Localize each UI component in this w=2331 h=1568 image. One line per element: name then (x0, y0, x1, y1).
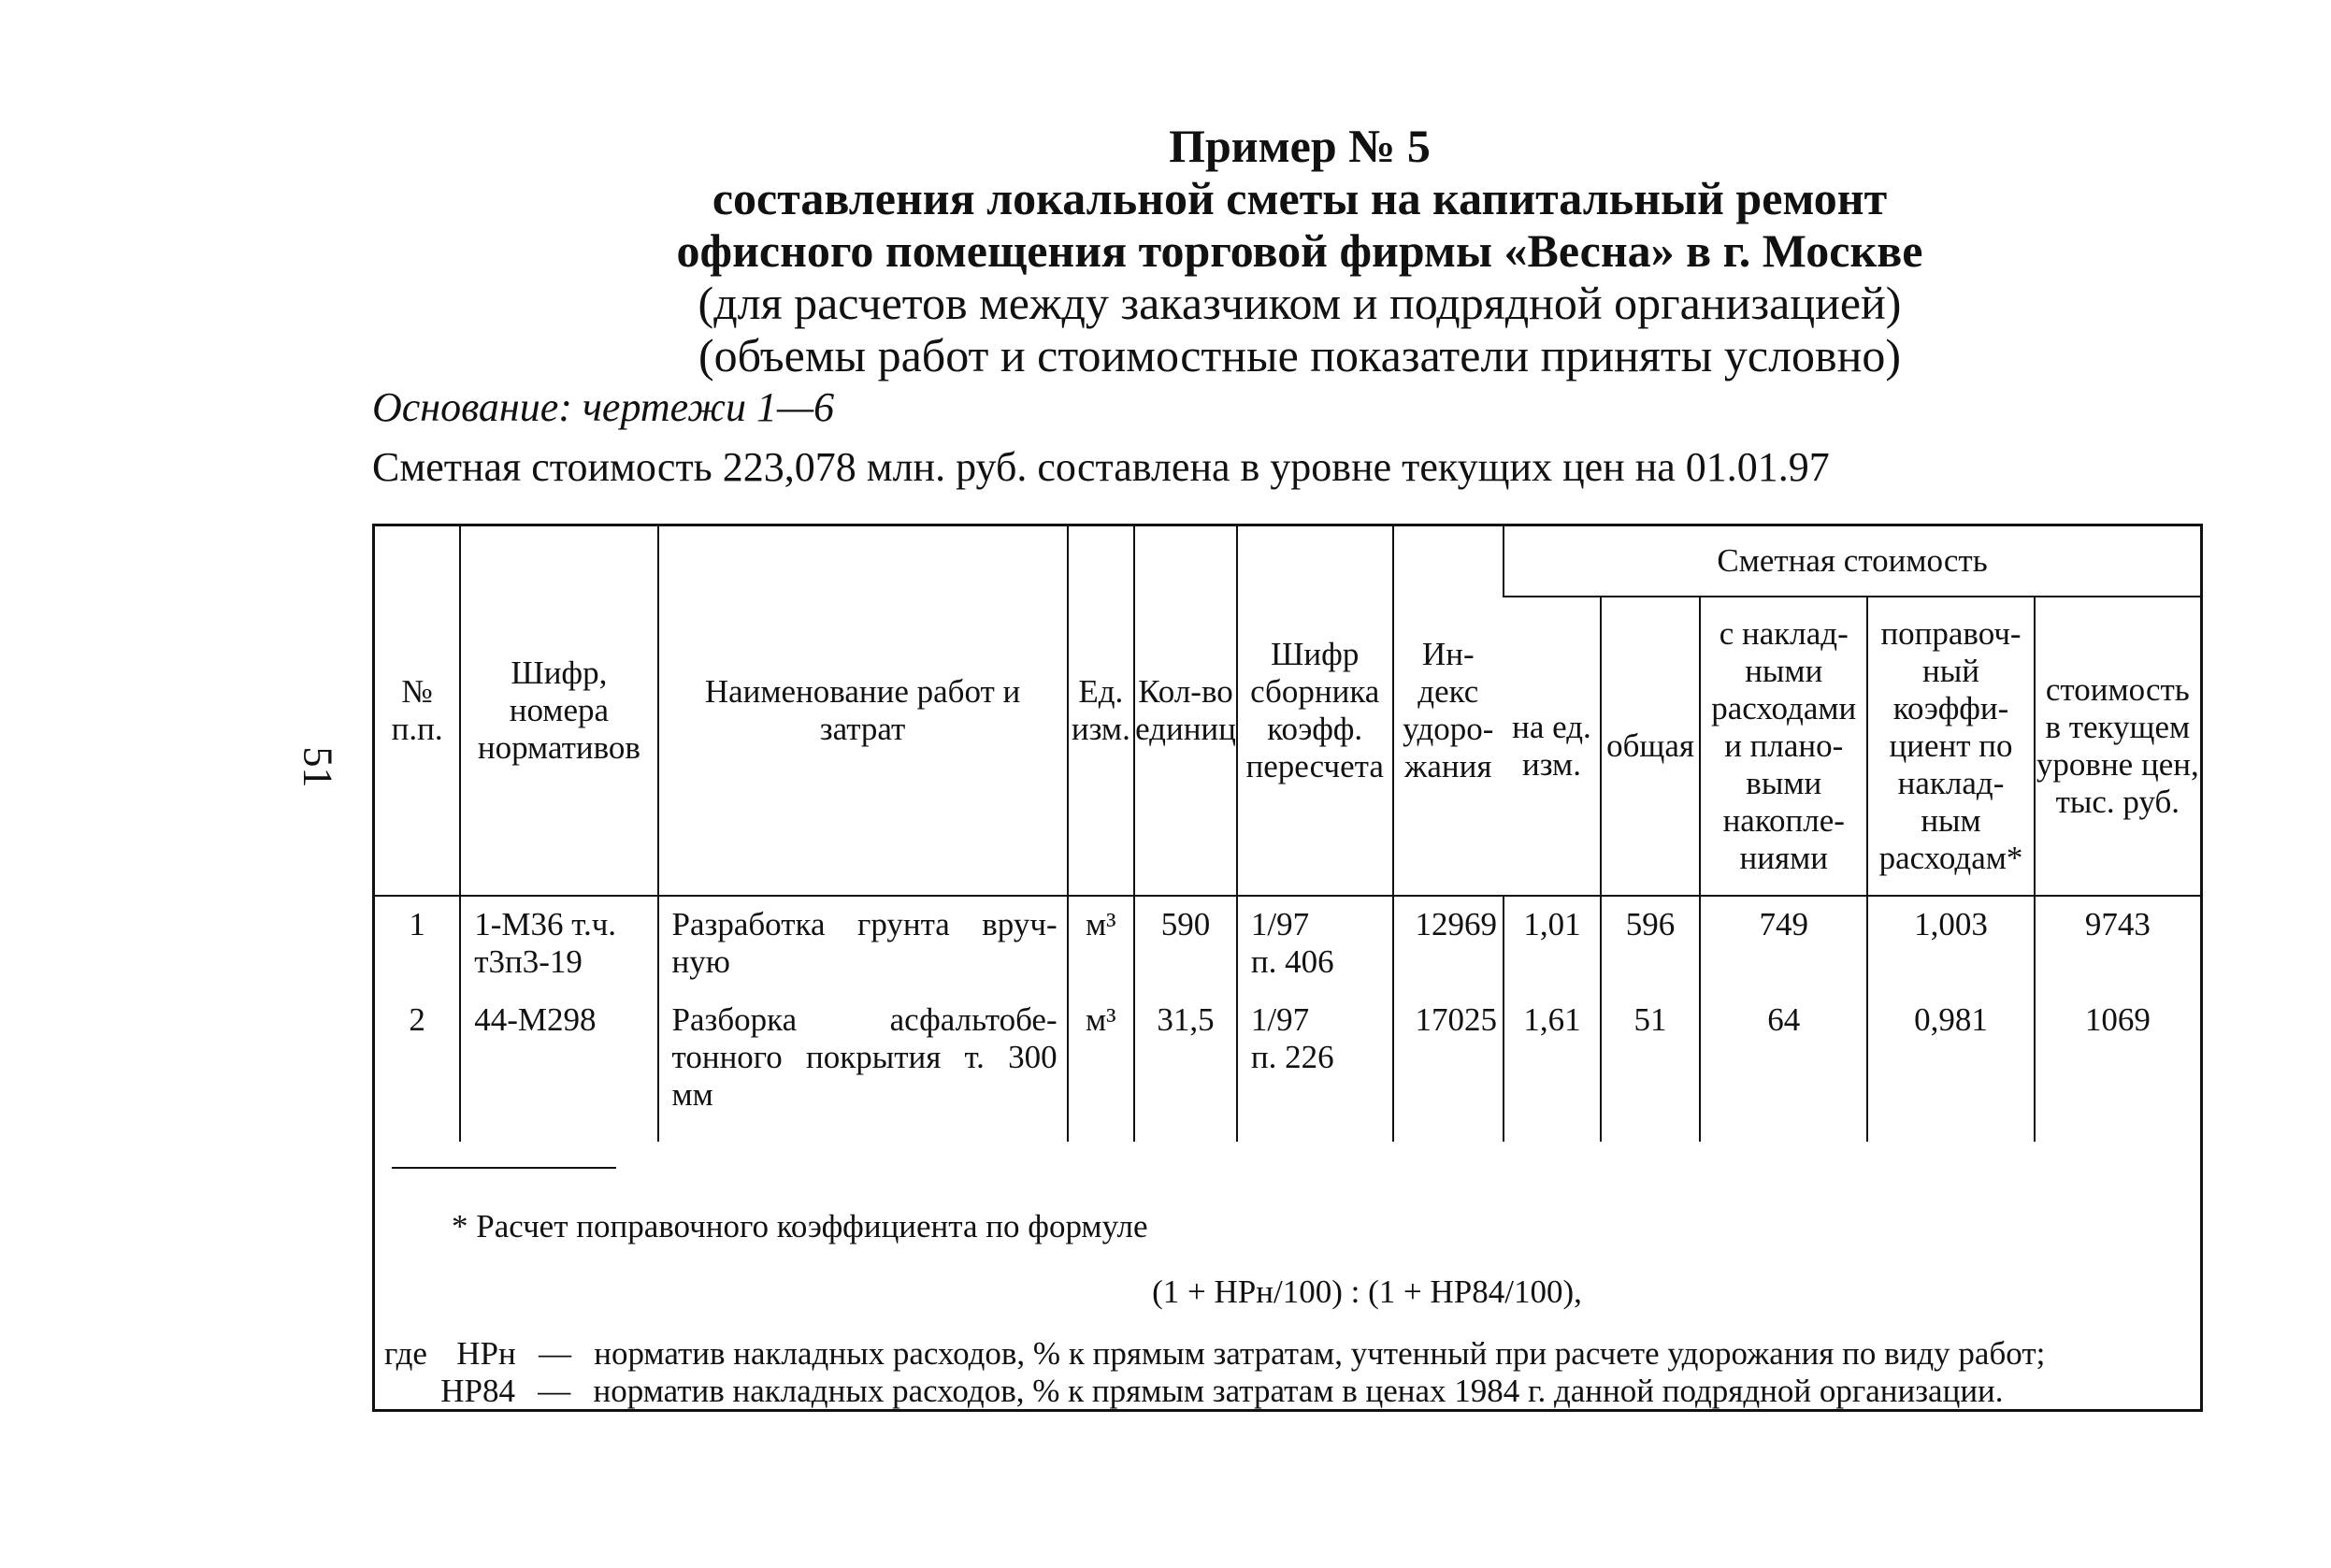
title-line-3: офисного помещения торговой фирмы «Весна» в г. Москве (676, 224, 1923, 277)
table-row (375, 896, 2200, 992)
cell-num: 1 (409, 906, 425, 942)
cell-per-unit: 1,61 (1504, 992, 1601, 1142)
footnote-symbol: НР84 (440, 1373, 515, 1409)
cell-correction: 1,003 (1867, 896, 2034, 992)
footnote-definition-text: норматив накладных расходов, % к прямым затратам в ценах 1984 г. данной подрядной организации. (593, 1373, 2004, 1409)
cell-coef-line: 1/97 (1250, 1001, 1310, 1038)
header-correction: поправоч-ный коэффи-циент по наклад-ным расходам* (1867, 597, 2034, 896)
subtitle-line-2: (объемы работ и стоимостные показатели приняты условно) (698, 329, 1902, 381)
cell-qty: 590 (1134, 896, 1237, 992)
cell-coef-line: 1/97 (1250, 906, 1310, 942)
cell-current-cost: 9743 (2035, 896, 2200, 992)
header-coef-code: Шифр сборника коэфф. пересчета (1237, 526, 1393, 896)
cell-current-cost: 1069 (2035, 992, 2200, 1142)
cell-coef-line: п. 406 (1250, 943, 1334, 980)
cell-correction: 0,981 (1867, 992, 2034, 1142)
header-index: Ин-декс удоро-жания (1393, 526, 1504, 896)
cell-coef (1237, 896, 1393, 992)
cell-num: 2 (409, 1001, 425, 1038)
page-number: 51 (295, 746, 341, 788)
cell-code-line: т3п3-19 (474, 943, 583, 980)
header-per-unit: на ед. изм. (1504, 597, 1601, 896)
cell-with-overhead: 749 (1700, 896, 1867, 992)
estimate-table-frame (372, 524, 2203, 1412)
cell-per-unit: 1,01 (1504, 896, 1601, 992)
header-total: общая (1601, 597, 1700, 896)
footnote-definition-text: норматив накладных расходов, % к прямым затратам, учтенный при расчете удорожания по виду работ; (594, 1335, 2046, 1372)
table-row (375, 992, 2200, 1142)
header-name: Наименование работ и затрат (658, 526, 1068, 896)
footnote-definition-2 (384, 1371, 2004, 1412)
footnote-text: * Расчет поправочного коэффициента по формуле (452, 1208, 1148, 1244)
cell-unit: м³ (1068, 992, 1134, 1142)
header-current-cost: стоимость в текущем уровне цен, тыс. руб. (2035, 597, 2200, 896)
cell-name: Разработка грунта вруч-ную (658, 896, 1068, 992)
footnote-dash: — (538, 1335, 571, 1372)
header-unit: Ед. изм. (1068, 526, 1134, 896)
footnote-rule (392, 1167, 616, 1169)
header-with-overhead: с наклад-ными расходами и плано-выми накопле-ниями (1700, 597, 1867, 896)
footnote-where-word: где (384, 1335, 427, 1372)
cell-unit: м³ (1068, 896, 1134, 992)
footnote-dash: — (538, 1373, 571, 1409)
basis-note: Основание: чертежи 1—6 (372, 384, 835, 430)
subtitle-line-1: (для расчетов между заказчиком и подрядной организацией) (698, 277, 1902, 329)
cell-code (460, 992, 657, 1142)
footnote-symbol: НРн (456, 1335, 516, 1372)
example-title: Пример № 5 (1169, 120, 1431, 172)
cell-coef (1237, 992, 1393, 1142)
footnote-definition-1 (384, 1333, 2045, 1374)
cell-total: 596 (1601, 896, 1700, 992)
cell-code-line: 1-М36 т.ч. (474, 906, 617, 942)
header-code: Шифр, номера нормативов (460, 526, 657, 896)
footnote-formula: (1 + НРн/100) : (1 + НР84/100), (1152, 1273, 1582, 1310)
cell-qty: 31,5 (1134, 992, 1237, 1142)
estimate-table (375, 526, 2200, 1142)
header-num: № п.п. (375, 526, 460, 896)
cell-with-overhead: 64 (1700, 992, 1867, 1142)
heading (355, 120, 2244, 381)
cell-code (460, 896, 657, 992)
title-line-2: составления локальной сметы на капитальный ремонт (712, 172, 1888, 224)
cell-index: 12969 (1393, 896, 1504, 992)
cost-statement: Сметная стоимость 223,078 млн. руб. составлена в уровне текущих цен на 01.01.97 (372, 444, 1830, 490)
cell-coef-line: п. 226 (1250, 1039, 1334, 1075)
header-cost-group: Сметная стоимость (1504, 526, 2200, 597)
cell-index: 17025 (1393, 992, 1504, 1142)
header-qty: Кол-во единиц (1134, 526, 1237, 896)
cell-name: Разборка асфальтобе-тонного покрытия т. 300 мм (658, 992, 1068, 1142)
cell-total: 51 (1601, 992, 1700, 1142)
cell-code-line: 44-М298 (474, 1001, 597, 1038)
